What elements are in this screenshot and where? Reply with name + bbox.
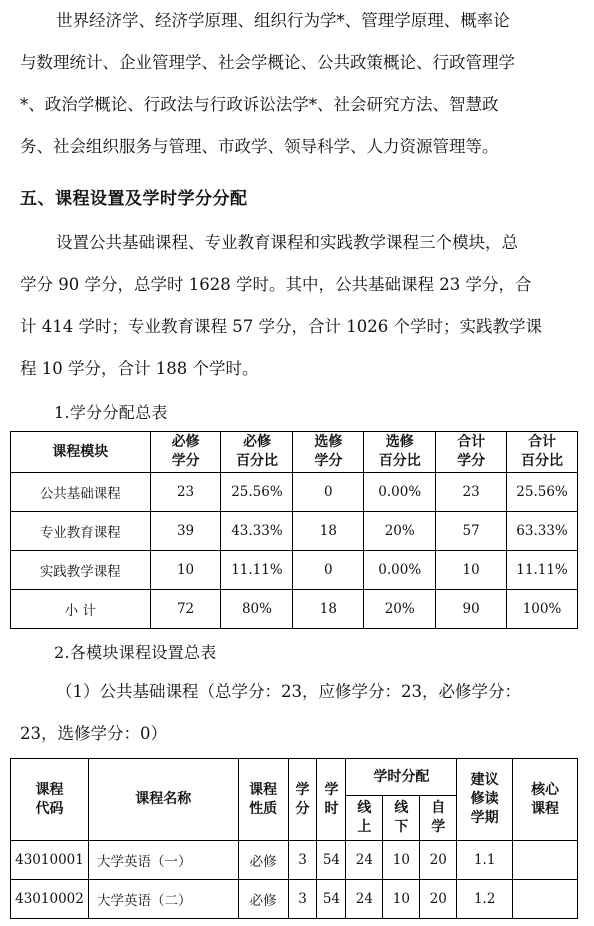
header-cell: 必修 学分 [150,432,221,473]
table-cell: 54 [317,841,346,880]
table-cell: 10 [436,551,507,590]
table-cell: 1.1 [457,841,513,880]
table-cell [513,841,578,880]
table-cell: 3 [288,880,317,919]
table-cell: 10 [383,841,420,880]
table-cell: 10 [150,551,221,590]
table-total-row [11,590,578,629]
table2-subcaption [20,671,570,755]
table-cell: 43.33% [221,512,293,551]
header-cell: 课程名称 [88,759,238,841]
table-cell: 20% [364,512,436,551]
header-cell: 课程 代码 [11,759,89,841]
header-cell: 合计 学分 [436,432,507,473]
table-header-row [11,432,578,473]
table-cell: 72 [150,590,221,629]
table-cell: 100% [507,590,578,629]
table-cell: 0 [293,473,364,512]
table-cell: 57 [436,512,507,551]
table-row [11,512,578,551]
summary-line: 学分 90 学分，总学时 1628 学时。其中，公共基础课程 23 学分，合 [20,275,532,294]
table-cell: 20 [420,880,457,919]
section-heading: 五、课程设置及学时学分分配 [20,189,248,209]
table-cell: 54 [317,880,346,919]
subcaption-line: （1）公共基础课程（总学分：23，应修学分：23，必修学分： [56,682,521,701]
table-row [11,841,578,880]
table-row [11,473,578,512]
table-cell: 专业教育课程 [11,512,151,551]
table-row [11,551,578,590]
table-cell: 24 [346,841,383,880]
table-cell: 43010001 [11,841,89,880]
header-cell: 学 时 [317,759,346,841]
table-row [11,880,578,919]
header-cell: 自 学 [420,796,457,841]
header-cell: 建议 修读 学期 [457,759,513,841]
table-cell: 11.11% [221,551,293,590]
table-cell: 公共基础课程 [11,473,151,512]
table-cell: 63.33% [507,512,578,551]
table-cell: 小 计 [11,590,151,629]
table-cell: 0.00% [364,551,436,590]
table1-caption: 1.学分分配总表 [54,403,168,422]
table-cell: 25.56% [221,473,293,512]
table-cell: 3 [288,841,317,880]
header-cell: 学 分 [288,759,317,841]
table-cell [513,880,578,919]
table-cell: 18 [293,512,364,551]
table-cell: 必修 [238,880,288,919]
header-cell: 线 上 [346,796,383,841]
summary-line: 程 10 学分，合计 188 个学时。 [20,359,259,378]
subcaption-line: 23，选修学分：0） [20,724,167,743]
table-cell: 18 [293,590,364,629]
header-cell: 核心 课程 [513,759,578,841]
table-header-row [11,759,578,796]
table-cell: 大学英语（二） [88,880,238,919]
table-cell: 11.11% [507,551,578,590]
table2-caption: 2.各模块课程设置总表 [54,643,217,662]
credit-allocation-table [10,431,578,629]
intro-line: 务、社会组织服务与管理、市政学、领导科学、人力资源管理等。 [20,137,499,156]
course-setting-table [10,758,578,919]
table-cell: 24 [346,880,383,919]
summary-paragraph [20,222,570,390]
summary-line: 设置公共基础课程、专业教育课程和实践教学课程三个模块，总 [56,233,518,252]
header-cell: 必修 百分比 [221,432,293,473]
table-cell: 39 [150,512,221,551]
header-cell: 课程模块 [11,432,151,473]
table-cell: 1.2 [457,880,513,919]
table-cell: 必修 [238,841,288,880]
table-cell: 0.00% [364,473,436,512]
table-cell: 23 [150,473,221,512]
table-cell: 20 [420,841,457,880]
table-cell: 10 [383,880,420,919]
intro-paragraph [20,0,570,168]
table-cell: 实践教学课程 [11,551,151,590]
header-cell: 线 下 [383,796,420,841]
header-cell: 选修 学分 [293,432,364,473]
table-cell: 80% [221,590,293,629]
header-cell: 课程 性质 [238,759,288,841]
intro-line: 世界经济学、经济学原理、组织行为学*、管理学原理、概率论 [56,11,510,30]
header-cell: 选修 百分比 [364,432,436,473]
intro-line: 与数理统计、企业管理学、社会学概论、公共政策概论、行政管理学 [20,53,515,72]
table-cell: 20% [364,590,436,629]
header-cell: 合计 百分比 [507,432,578,473]
table-cell: 23 [436,473,507,512]
table-cell: 90 [436,590,507,629]
table-cell: 大学英语（一） [88,841,238,880]
table-cell: 25.56% [507,473,578,512]
summary-line: 计 414 学时；专业教育课程 57 学分，合计 1026 个学时；实践教学课 [20,317,542,336]
header-cell: 学时分配 [346,759,457,796]
intro-line: *、政治学概论、行政法与行政诉讼法学*、社会研究方法、智慧政 [20,95,499,114]
table-cell: 43010002 [11,880,89,919]
table-cell: 0 [293,551,364,590]
